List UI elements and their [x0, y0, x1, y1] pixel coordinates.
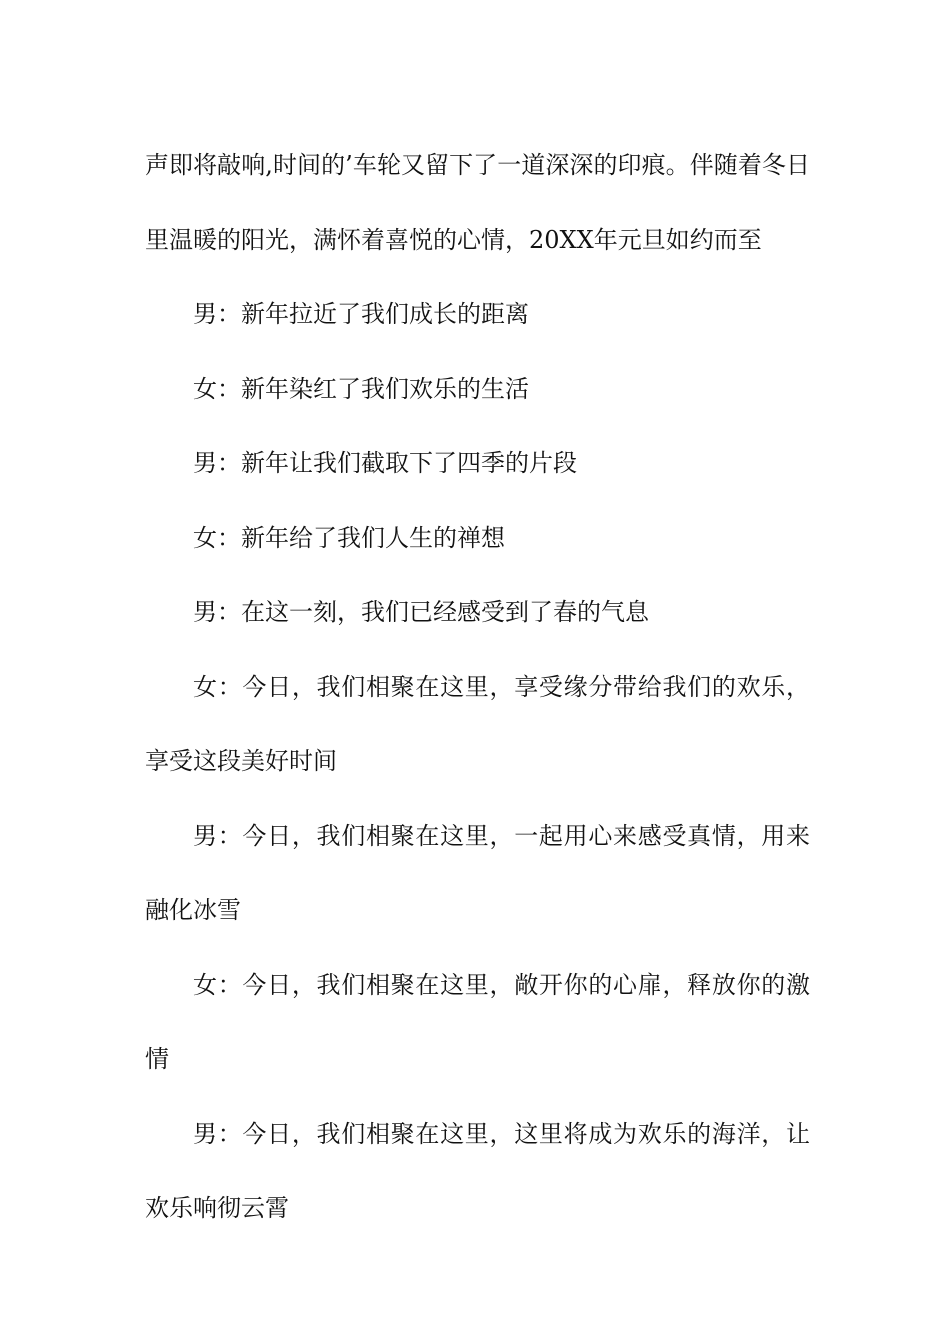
paragraph-1: 声即将敲响,时间的’车轮又留下了一道深深的印痕。伴随着冬日里温暖的阳光，满怀着喜悦的心情，20XX年元旦如约而至	[145, 151, 810, 254]
paragraph-7: 女：今日，我们相聚在这里，享受缘分带给我们的欢乐，享受这段美好时间	[145, 672, 810, 775]
paragraph-4: 男：新年让我们截取下了四季的片段	[193, 449, 577, 477]
paragraph-2: 男：新年拉近了我们成长的距离	[193, 300, 529, 328]
document-body	[145, 128, 810, 1246]
paragraph-6: 男：在这一刻，我们已经感受到了春的气息	[193, 598, 649, 626]
paragraph-9: 女：今日，我们相聚在这里，敞开你的心扉，释放你的激情	[145, 970, 810, 1073]
paragraph-5: 女：新年给了我们人生的禅想	[193, 523, 505, 552]
paragraph-10: 男：今日，我们相聚在这里，这里将成为欢乐的海洋，让欢乐响彻云霄	[145, 1119, 810, 1222]
paragraph-3: 女：新年染红了我们欢乐的生活	[193, 374, 529, 403]
paragraph-8: 男：今日，我们相聚在这里，一起用心来感受真情，用来融化冰雪	[145, 821, 810, 924]
